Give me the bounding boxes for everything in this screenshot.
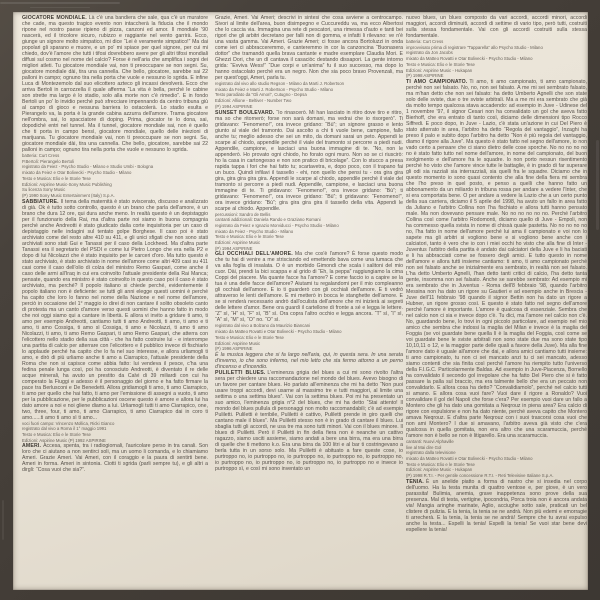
song-title: PULILETTI BLUES.	[215, 369, 266, 376]
song-notes-text: Ti amo, ti amo campionato, ti amo campionato, perché non sei falsato. No, no, non sei falsato. A me mi sei sembrato falsato, ma m'han detto che non sei falsato: ha detto Umberto Agnelli che son state solo delle sviste, due o tre sviste arbitrali. Ma a me mi era sembrato che già da molto tempo qualcosa stava accadendo: ad esempio in Juve - Udinese del 1 novembre '97, il signor Cesari non ha convalidato un gol che aveva fatto Bierhoff, che era entrato di tanto così, diciamo delle dimensioni tipo Rocco Siffredi. E poco dopo, in Juve - Lazio, c'è stata un'azione in cui Del Piero è stato atterrato in area, l'arbitro ha detto “Regola del vantaggio”, Inzaghi ha preso il palo e subito dopo l'arbitro ha detto “Non è più regola del vantaggio, diamo il rigore alla Juve”. Ma questo è stato fatto nel segno dell'amore, io non vado certo a pensare che ci siano dietro delle cose sporche. No no no no no no è stato fatto tutto nel nome dell'amore, in nome del campionato, del buon svolgimento e dell'amore fra le squadre. Io non porto nessun risentimento perché ho visto che l'amore vince tutte le battaglie, è in grado di far superare gli odi sia razziali sia interrazziali, sia quelli fra le squadre. Diciamo che in questo momento io sono quasi contento che alla fine della fiera mi sembra che l'ho preso in quel posto, e penso a quelli che hanno fatto un abbonamento da un miliardo in tribuna rossa per andare a vedere l'Inter, che si era comportata bene. O per andare a vedere la Lazio che a un certo punto della sua carriera, diciamo il 5 aprile del 1998, ha avuto un fallo in area fatto da Juliano e l'arbitro Collina non l'ha fischiato e allora tutti hanno pensato male. Ma non dovevano pensare male. No no no no no no. Perché l'arbitro Collina così come l'arbitro Rodomonti, diciamo quello di Juve - Empoli, non ha commesso quella svista in nome di chissà quale pastetta. No no no no no no, l'ha fatto in nome dell'amore perché lui ama il campionato e voi non lo sapete ma gli arbitri si vogliono bene e si vogliono bene anche con i calciatori, tanto è vero che io con i miei occhi ho visto che alla fine di Inter - Juventus l'arbitro della partita è andato dai calciatori della Juve e li ha baciati e li ha abbracciati come se fossero degli amici. E tutto questo in nome dell'amore e allora tutti insieme cantiamo: ti amo, ti amo campionato perché non sei falsato anche se inizialmente era sembrato, in realtà non sei falsato. L'ha detto Umberto Agnelli, l'han detto tanti critici di calcio, l'ha detto tanta gente, insomma non sei falsato. Anche se sarebbe sembrato: Ad esempio mi era sembrato che in Juventus - Roma dell'8 febbraio '98, quando l'arbitro Messina non ha dato un rigore su Gautieri e ad esempio anche in Brescia - Juve dell'11 febbraio '98 quando il signor Bettin non ha dato un rigore a Hubner, un rigore grosso così. E questo è stato fatto nel segno dell'amore perché l'amore è importante. L'amore è qualcosa di essenziale. Sembra che nel calcio non ci sia e invece dopo c'è. Tu dici, ma l'amore nel calcio non c'è. No, guardando bene, lo trovi in ogni piccolo particolare, ad esempio nel mio amico che sembra che indossi la maglia del Milan e invece è la maglia del Foggia (se voi guardate bene quella lì è la maglia del Foggia, così come se voi guardate bene le sviste arbitrali non sono state due ma sono state tipo 10,10,11 o 12, e la maggior parte delle quali a favore della Juve). Ma alla fine l'amore dato è uguale all'amore che dai, e allora amici cantiamo tutti insieme: ti amo campionato, tu non ci sei mancato anzi tu ci sei mancato, adesso siamo contenti che sia finita così perché l'amore ha riempito tutto l'universo della F.I.G.C. Particolarmente Baldas. Ad esempio in Juve-Piacenza, Bornello ha convalidato il secondo gol irregolare che ha fatto Del Piero che si è fatto passare la palla sul braccio, ma era talmente bello che era un peccato non convalidarlo. E allora cosa ha detto? “Convalidiamolo”, perché nel calcio tutti si amano. E allora cosa vuoi fare? Vuoi dare il rigore a Ronaldo? Vuoi convalidare il gol del Napoli che forse c'era? Per esempio vuoi dare un fallo a Montero che gli ha dato una gomitata a Neqrouz in piena area? Era calcio di rigore con espulsione e non ha dato niente, perché aveva capito che Montero amava Neqrouz. E d'altra parte Neqrouz con i suoi trascorsi cosa vuoi che non ami Montero? I due si amavano, l'arbitro aveva già visto che c'era qualcosa in quella gomitata, non era altro che una scaramuccia, perché l'amore non è bello se non è litigarello. Era una scaramuccia.	[406, 78, 587, 439]
credit-line: cantanti addizionali: Daniela Rando e Graziano Romani	[215, 217, 321, 223]
credit-line: Edizioni: Aspirine Music-Sony Music Publishing	[22, 181, 112, 187]
song-notes-text: Grazie, Ameri. Vai Ameri; descrivi in sintesi che cosa avviene a centrocampo. Sivori al limite dell'area, buon disimpegno e Cuccureddu va, ma ecco Albertosi che lo caccia via. Immagina una rete di pescatori, una rimessa d'auto e tanti bei rigori che gli arbitri decretano per falli non di gomma, e infatti li rilevano: ve n'è una vasta gamma. Vai Ameri. Grazie Ameri; ci fosse ancora Bortoluzzi in onda come ieri ci abbracceremmo, e canteremmo in cor la canzoncina “Buonasera dottor” che tramandò quella brava cantante e madre esemplare Claudia Mori. E Ghezzi Dori, che un dì cantava il casaciòc destando dissapori. La gente intorno grida: “Evviva Wess!” “Due corpi e un'anima” fu il suo successo, ma dopo lo hanno ostacolato perché era un negro. Non che sia poco bravo Provenzali, ma per quest'oggi, Ameri, parla tu.	[215, 15, 403, 81]
credits-block	[406, 39, 587, 79]
credits-block	[215, 212, 403, 252]
credit-line: Edizioni: Aspirine Music (P) 1992 ASPIRINE	[22, 437, 106, 443]
frame-wear-mark	[30, 7, 90, 8]
song-title: SABBIATURE.	[22, 198, 59, 205]
credit-line: Testo e Musica: Elio e le Storie Tese	[406, 61, 475, 67]
credit-line: Su licenza Sony Music	[22, 187, 66, 193]
song-notes-text: È la musica leggera che si fa largo nell'aria, qui, in questa sera. In una serata d'inverno, io che sono infermo, nel mio letto che sta fermo attorno a un perno d'incenso e d'incendio.	[215, 351, 403, 370]
song-title: SUNSET BOULEVARD.	[215, 109, 275, 116]
credit-line: Testo parodiato da “Gli Amori”, Cutugno - Depsa	[215, 92, 307, 98]
song-notes-continuation	[215, 15, 403, 81]
credit-line: (P) 1998 R.T.I. - Per gentile concessione R.T.I. - Reti Televisive Italiane S.p.A.	[406, 473, 554, 479]
song-notes-paragraph	[215, 370, 403, 472]
credit-line: Edizioni: Allione - Beltiver - Number Two	[215, 98, 292, 104]
credit-line: mixato da Matteo Rovatti e Otar Bolivecki - Psycho Studio - Milano	[406, 456, 533, 462]
song-notes-paragraph	[22, 443, 208, 473]
credits-block	[22, 421, 208, 444]
credit-line: Testo e Musica: Elio e le Storie Tese	[215, 234, 284, 240]
credits-block	[215, 323, 403, 352]
credit-line: registrato dal vivo a Bolzano da Maurizio Biancani	[215, 323, 311, 329]
credit-line: mixato da Matteo Rovatti e Otar Bolivecki - Psycho Studio - Milano	[215, 329, 342, 335]
credit-line: registrato da Jon Jacobs	[406, 50, 453, 56]
credit-line: Testo e Musica: Elio e le Storie Tese	[22, 432, 91, 438]
credit-line: live al Mai dire Gol	[406, 444, 442, 450]
credit-line: mixato da Feiez e Marti J. Robertson - Psycho Studio - Milano	[215, 86, 333, 92]
song-notes-text: “Io rinascerò. Mi han lasciato in ritiro dove tiro e ritiro, ma so che ritornerò; forse non sarà domani, ma vedrai che io risorgerò”. Ti gridavano: “Fenomeno!”, ora invece gridano: “Bù”; un signore grasso e lento giunto al viale del tramonto. Dai ascolto a chi ti vuole bene, campione, fallo anche tu; meglio adesso che sei un mito, da domani sarai un peto. Appendi le scarpe al chiodo, appendile perché il viale del tramonto si percorre a piedi nudi. Appendile, campione, e lasciaci una buona immagine di te. “No, non le appenderò. Ho provato ogni chiodo, ho forato ogni muro. Non so se ci riuscirò: ho la casa in cartongesso e non son pratico di bricolage”. Con lo stucco a presa rapida tappa i fori che hai fatto tu; scartavetra, e, dopo poco, con il trapano fai un buco. Quindi infilavi il tassello - ehi, non quello che pensi tu - ora gira gira gira, gira gira gira gira. Appendi le scarpe al chiodo, appendile perché il viale del tramonto si percorre a piedi nudi. Appendile, campione, e lasciaci una buona immagine di te. Ti gridavano: “Fenomeno!”, ora invece gridano: “Bù”; ti gridavano: “Fenomeno!”, ora invece gridano: “Bù”; ti gridavano: “Fenomeno!”, ora invece gridano: “Bù”; gira gira gira gira il tassello della vita. Appendi le scarpe al chiodo. Appendile.	[215, 109, 403, 212]
credits-block	[406, 439, 587, 479]
frame-wear-mark	[0, 2, 120, 4]
credit-line: mixato da Feiez e Otar Bolivecki - Psycho Studio - Milano	[22, 170, 132, 176]
song-notes-paragraph	[22, 199, 208, 421]
credit-line: registrato dalla televisione	[406, 450, 456, 456]
credit-line: (P) 1996 ASPIRINE	[215, 346, 253, 352]
song-notes-text: È un anelide piatto a forma di nastro che si insedia nel corpo dell'uomo. Ha la testa munita di quattro ventose e, per giove, è un vero parassita! Bulimia, anemia, grave inappetenza sono prove della sua presenza. Mal di testa, vertigine, ipocondria, Porca troia non è ancora andata via! Mangia aringhe marinate, Aglio, acciughe sotto sale, praticati un bel clistere di pulizia. E la tenia, la tenia se ne andrà. Non più edemi e emorragie ti arrecherà. E la tenia, la tenia se ne andrà! Sempre che tu avrai espulso anche la testa... Espelli la tenia! Espelli la tenia! Se vuoi star bene devi espellere la tenia!	[406, 478, 587, 533]
credit-line: (P) 1994 ASPIRINE	[215, 103, 253, 109]
credit-line: cantanti: Nuovi Alphaville	[406, 438, 454, 444]
credit-line: Edizioni: Aspirine Music	[215, 340, 261, 346]
frame-wear-mark	[596, 140, 599, 230]
notes-column-right	[406, 15, 587, 587]
credit-line: Edizioni: Aspirine Music - Hukapan	[406, 467, 473, 473]
credit-line: registrato da Feiez - Psycho Studio - Milano e Studio Umbi - Bologna	[22, 164, 154, 170]
credit-line: P.Bertoli: Pierangelo Bertoli	[22, 158, 74, 164]
song-notes-paragraph	[215, 251, 403, 323]
credit-line: percussioni: Sandro de Bellis	[215, 211, 271, 217]
credit-line: Testo e Musica: Elio e le Storie Tese	[215, 334, 284, 340]
song-title: TI AMO CAMPIONATO.	[406, 78, 468, 85]
song-notes-paragraph	[215, 110, 403, 212]
song-title: AMERI.	[22, 443, 42, 450]
credit-line: (P) 1998 ASPIRINE	[406, 73, 444, 79]
song-notes-continuation	[406, 15, 587, 39]
credit-line: batteria: Curt Cress	[22, 153, 60, 158]
lyric-quote-paragraph	[215, 352, 403, 370]
song-notes-text: Il tema della maternità è stato sviscerato, discusso e analizzato di già. Ok è tutto sotto controllo, questo è un brano che parla dell'amore, è un brano che dura 12 ore, qui dura anche meno. In realtà questo è un depistaggio per il funzionario della Rai, ma d'altra parte noi siamo in buona compagnia perché anche Andreotti è stato giudicato dalla corte inquisitoria per un caso di depistaggio nelle indagini sul tentato golpe Borghese. Il caso poi è stato archiviato come del resto altre 410 su 411, e gli unici sfigati che non sono stati archiviati sono stati Gui e Tanassi per il caso della Lockheed. Ma d'altra parte Tanassi era il segretario del PSDI e come lui Pietro Longo che era nella P2 e dopo di lui Nicolazzi che è stato inquisito per le carceri d'oro. Ma tutto questo è stato archiviato, è stato archiviato in nome dell'amore come altri 409 casi su 411 casi come il caso dell'olio di colza del ministro Remo Gaspari, come anche il caso delle armi all'Iraq in cui era coinvolto l'attuale presidente della Rai Manca; pensate, quando era ministro è stato coinvolto in questo caso poi il caso è stato archiviato, ma perché? Il popolo italiano si chiede perché, evidentemente il popolo italiano non è deficiente: se tutti gli anni elegge questi uomini è perché ha capito che loro lo fanno nel nome della Nazione e nel nome dell'amore, perciò in occasione del 1° maggio io direi di non cantare il solito obsoleto canto di protesta ma un canto d'amore verso questi uomini che hanno fatto in modo che noi oggi siamo qui a cantare in libertà. E allora vi invito a gridare ti amo, ti amo per esempio Andreotti, cantiamo tutti ti amo Andreotti, ti amo, ti amo e ti amo, ti amo Cossiga, ti amo sì Cossiga, ti amo e Nicolazzi, ti amo ti amo Nicolazzi, ti amo, ti amo Remo Gaspari, ti amo Remo Gaspari, che atterra con l'elicottero nello stadio della sua città - che ha fatto costruire lui - e interrompe una partita di calcio per atterrare con l'elicottero e il pubblico invece di fischiarlo lo applaude perché ha capito che lo fa nel suo interesse, e allora urliamogli ti amo, e dirò di più urliamo anche ti amo a Ciarrapico, l'attuale presidente della Roma che non si capisce come abbia fatto: lui vendeva il pesce, c'ha una fedina penale lunga così, poi ha conosciuto Andreotti, è diventato il re delle acque minerali, ha avuto un prestito da Calvi di 39 miliardi con cui ha comperato la Fiuggi e adesso è il personaggio del giorno e ha fatto firmare la pace tra Berlusconi e De Benedetti. Allora gridiamogli ti amo, ti amo Ciarrapico, ti amo per quello che hai fatto, ti amo per l'emissione di assegni a vuoto, ti amo per la pubblicazione, per le pubblicazioni oscene questo è amore e allora lui ha dato amore a noi e noi gliene diamo a lui. Urliamogli tutti ti amo Ciarrapico, one, two, three, four, ti amo, ti amo Ciarrapico, ti amo Ciarrapico dai in coro ti amo......ti amo ti amo sì ti amo...	[22, 198, 208, 421]
credit-line: Edizioni: Aspirine Music	[215, 240, 261, 246]
credit-line: mixato da Feiez - Psycho Studio - Milano	[215, 228, 294, 234]
credit-line: voci fuori campo: Vincenzo Mollica, Ricki Gianco	[22, 420, 115, 426]
song-title: TENIA.	[406, 478, 424, 485]
credit-line: improvvisato prima di registrare “Tapparella” allo Psycho Studio - Milano	[406, 44, 543, 50]
credit-line: Testo e Musica: Elio e le Storie Tese	[406, 461, 475, 467]
credit-line: registrato dal vivo allo studio Regson - Milano da Marti J. Robertson	[215, 81, 344, 86]
credits-block	[215, 81, 403, 110]
song-notes-paragraph	[406, 79, 587, 439]
song-notes-text: Ma che cos'è l'amore? È forse questo modo che tu hai di venire a me strisciando ed emettendo bava come una lumaca che va alla foglia di insalata. O è un morbido Gimondi che scala i salitoni del mio cuor. Dài, prendi la bici scappa e al grido di “Eh, la peppa” raggiungiamo la cima Coppi del piacere. Ma quante facce ha l'amore? E come faccio io a capire se la tua è una delle facce dell'amore? Aiutami tu regalandomi per il mio compleanno gli occhiali dell'amore. E io ti guarderò con gli occhiali dell'amore. E ti vedrò attraverso le lenti dell'amore. E mi metterò in bocca le stanghette dell'amore. E se si renderà necessario andrò dall'oculista dell'amore che mi inizierà ai segreti delle lettere d'amor. Bene ora guardi il cartellone di fronte a sé e legga le lettere. “Z” sì, “H” sì, “F” sì, “B” sì. Ora copra l'altro occhio e legga ancora. “T” sì, “I” sì, “A” sì, “M” sì, “O” no. “O” sì.	[215, 251, 403, 324]
frame-wear-mark	[2, 500, 4, 540]
song-notes-text: Accesa, spenta, tra i radiogiornali, l'auricolare perso in tra canali. Son loro che ci aiutano a non sentirci soli, ma un uomo li comanda, e lo chiamiamo Ameri. Grazie Ameri. Vai Ameri, con il coraggio e la paura di sentirti bene. Ameri in forma. Ameri in sintonia. Ciotti ti sgrida (parli sempre tu), e gli altri a dirgli: “Cosa vuoi che sia?”.	[22, 443, 208, 474]
credit-line: mixato da Matteo Rovatti e Otar Bolivecki - Psycho Studio - Milano	[406, 56, 533, 62]
liner-notes-page	[13, 12, 588, 590]
credit-line: registrato da Feiez e Ignazio Morviducci - Psycho Studio - Milano	[215, 222, 339, 228]
song-notes-text: L'eminenza grigia del blues a cui mi sono rivolto l'altra sera per chiedere una raccomandazione nel mondo del blues. Avevo bisogno di un favore per cantare blues. Ho parlato all'eminenza che mi ha detto “Non puoi usare troppi accordi, devi usarne al massimo tre e tutti maggiori, al limite una settima o una settima blues”. Vai con la settima blues. Poi mi ha presentato un suo amico, l'eminenza grigia n°2 del blues, che mi ha detto “Stai attento! Il mondo del blues pullula di personaggi non molto raccomandabili; c'è ad esempio Puliletti. Puliletti è terribile, Puliletti è cattivo, Puliletti prende in giro quelli che cantano male il blues”. Ma Puliletti stesso non è in grado di cantare il blues. Lui sbaglia tutti gli accordi, ne usa tre ma sono tutti minori. Vai con il blues minore. Il blues di Puliletti. Però il Puliletti in fin della fiera non è neanche un cattivo ragazzo, siamo usciti assieme, siamo andati a bere una birra, ma era una birra di quelle che ti mettono k.o. Era una birra da 100 litri e al bar ti costringevano a berla tutta in un sorso solo. Ma Puliletti è abituato a fare queste cose, io purtroppo no, io purtroppo no, io purtroppo no, io purtroppo no, io purtroppo no, io purtroppo no, io purtroppo no, io purtroppo no, io purtroppo no e invece io purtroppo sì, e così mi sono inventato un	[215, 369, 403, 472]
credits-block	[22, 153, 208, 199]
credit-line: (P) 1990 Sony Music Entertainment (Italy) S.p.A.	[22, 192, 115, 198]
notes-column-left	[22, 15, 208, 587]
credit-line: registrato dal vivo a Roma il 1° maggio 1991	[22, 426, 107, 432]
credit-line: batteria: Curt Cress	[406, 39, 444, 44]
credit-line: Testo e Musica: Elio e le Storie Tese	[22, 175, 91, 181]
song-notes-paragraph	[22, 15, 208, 153]
song-title: GIOCATORE MONDIALE.	[22, 15, 87, 21]
song-notes-text: nuovo blues, un blues composto da vari accordi, accordi minori, accordi maggiori, accordi diminuiti, accordi di settime di vario tipo, però tutti, costruiti sulla stessa fondamentale. Vai con gli accordi costruiti sulla stessa fondamentale.	[406, 15, 587, 39]
notes-column-center	[215, 15, 403, 587]
credit-line: (P) 1994 ASPIRINE	[215, 245, 253, 251]
song-notes-paragraph	[406, 479, 587, 533]
song-notes-text: Là c'è una bandiera che sale, qua c'è un muratore che cade, ma questo tragico evento non intaccherà la fiducia che il mondo ripone nel nostro paese ripieno di pizza, canzoni ed amor. Il mondiale '90 nascerà, ed il tricolore sicuro, rubizzo e raggiante nel vento garrirà. Ecco, giunge un signore molto simpatico, mi dice “Lei è veramente simpatico!” Ma dai popolari gli sparano e muore, e un po' mi spiace per quel signore, per cui mi chiedo, dov'è l'amore che tutti i tifosi dovrebbero avere per gli altri tifosi mondiali diffusi sul cosmo nel nome del calcio? Forse è nell'aria che amplifica i sogni dei migliori atleti. Tu giocatore mondiale vai, non ti preoccupare se non segni. Su, giocatore mondiale dài, tira una cannella. Che bello, giocatore, sarebbe sai 22 palloni in campo; ognuno tira nella porta che vuole e nessuno lo sgrida. E infine Luca di Montezemolo dal suo elicottero azteco gli incassi devolverà. Ecco che arriva Bertoli in carrozzella il quale afferma “La vita è bella, perché le cabine son strette ma largo è lo stadio, solo alla morte non c'è rimedio”. E in fondo Bertoli un po' lo invidio perché può sfrecciare impennando da centro tribuna giù al campo di gioco e nessuna barriera lo ostacolerà. Lo stadio esulta e Pierangelo va, la porta è la grande cabina azzurra dell'amore. Trama giocatore nell'ombra, sai, lo spacciatore di doping. Prima, giocator te lo dona, sai, dopodiché entri nel tunnel. Ma il tunnel, giocatore mondiale sai, non è quello che ti porta in campo bensì, giocatore mondiale, quello delle iniezioni di marijuana. Tu giocatore mondiale vai, non ti preoccupare se non segni. Su, giocatore mondiale dài, tira una cannella. Che bello, giocatore, sarebbe sai 22 palloni in campo; ognuno tira nella porta che vuole e nessuno lo sgrida.	[22, 15, 208, 153]
song-title: GLI OCCHIALI DELL'AMORE.	[215, 251, 293, 258]
credit-line: Edizioni: Aspirine Music - Hukapan	[406, 67, 473, 73]
